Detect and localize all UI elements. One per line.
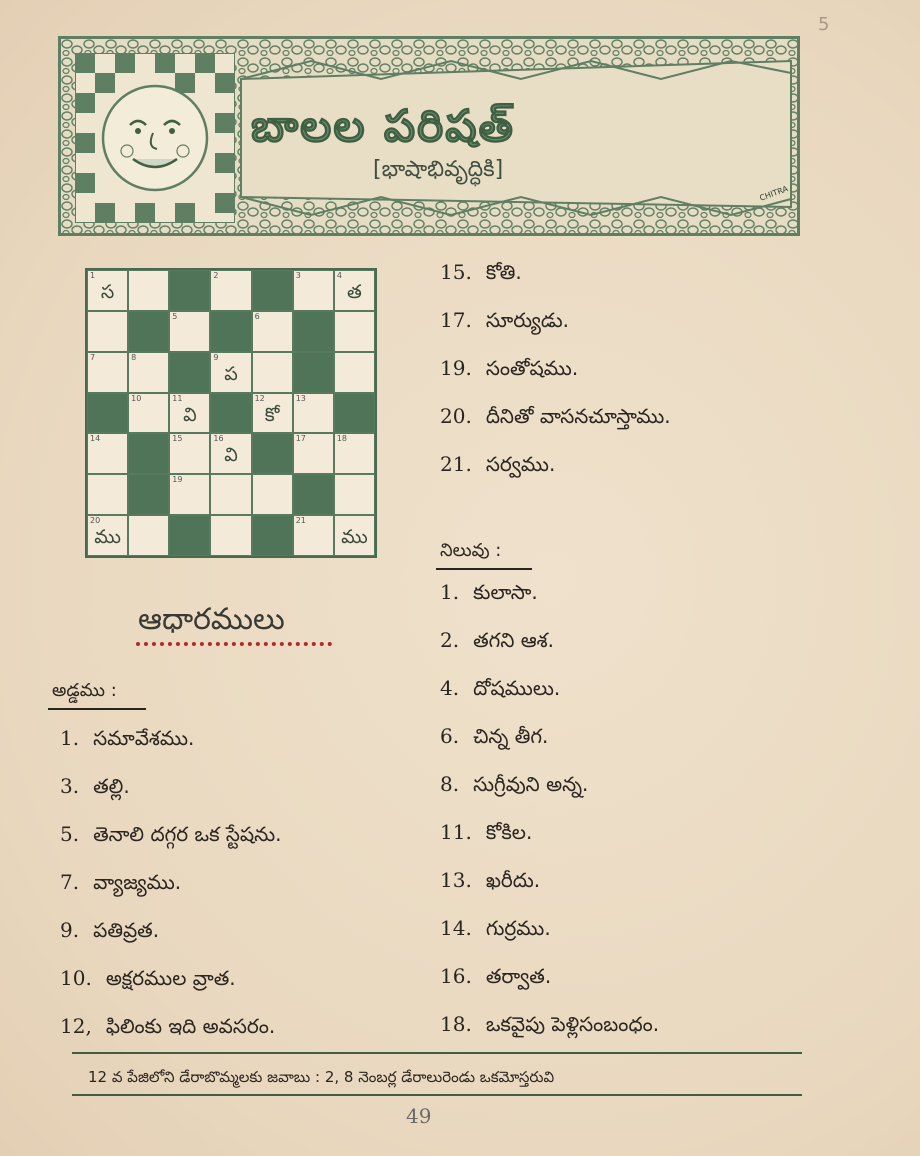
- clue-text: తగని ఆశ.: [473, 628, 555, 652]
- grid-cell[interactable]: [210, 270, 251, 311]
- clue-number: 14.: [440, 916, 472, 940]
- artist-signature: CHITRA: [758, 184, 790, 203]
- clue-number: 4.: [440, 676, 460, 700]
- clues-heading: ఆధారములు: [138, 602, 285, 637]
- grid-cell[interactable]: [128, 352, 169, 393]
- grid-cell-black: [293, 352, 334, 393]
- grid-cell[interactable]: [169, 393, 210, 434]
- clue-number: 16.: [440, 964, 472, 988]
- grid-cell[interactable]: [87, 474, 128, 515]
- cell-number: 5: [172, 311, 178, 321]
- clue-number: 13.: [440, 868, 472, 892]
- cell-letter: వి: [224, 444, 238, 467]
- grid-cell-black: [334, 393, 375, 434]
- heading-underline: [136, 636, 332, 646]
- clue-number: 17.: [440, 308, 472, 332]
- cell-number: 18: [336, 434, 348, 444]
- clue-item: [440, 868, 540, 897]
- clue-number: 15.: [440, 260, 472, 284]
- cell-number: 1: [90, 271, 96, 280]
- cell-letter: స: [100, 281, 115, 303]
- clue-number: 2.: [440, 628, 460, 652]
- grid-cell[interactable]: [334, 270, 375, 311]
- cell-number: 21: [295, 516, 306, 526]
- clue-text: కోతి.: [485, 260, 522, 284]
- clue-item: [60, 726, 194, 755]
- grid-cell-black: [252, 433, 293, 474]
- cell-letter: వి: [183, 403, 197, 426]
- cell-number: 3: [295, 271, 301, 280]
- cell-number: 19: [172, 475, 183, 485]
- grid-cell[interactable]: [334, 433, 375, 474]
- clue-text: ఖరీదు.: [485, 868, 541, 892]
- cell-number: 17: [295, 434, 306, 444]
- grid-cell[interactable]: [169, 474, 210, 515]
- clue-item: [440, 772, 588, 801]
- grid-cell-black: [128, 433, 169, 474]
- crossword-grid: [85, 268, 377, 558]
- clue-item: [440, 628, 554, 657]
- cell-number: 10: [131, 393, 142, 403]
- grid-cell[interactable]: [334, 352, 375, 393]
- grid-cell[interactable]: [293, 270, 334, 311]
- footer-rule-top: [72, 1052, 802, 1054]
- clue-number: 12,: [60, 1014, 92, 1038]
- grid-cell[interactable]: [334, 515, 375, 556]
- grid-cell[interactable]: [293, 393, 334, 434]
- clue-text: చిన్న తీగ.: [473, 724, 549, 748]
- grid-cell[interactable]: [252, 352, 293, 393]
- clue-number: 18.: [440, 1012, 472, 1036]
- grid-cell[interactable]: [87, 433, 128, 474]
- grid-cell-black: [210, 393, 251, 434]
- banner-title: బాలల పరిషత్: [251, 101, 515, 152]
- clue-item: [440, 308, 569, 337]
- grid-cell[interactable]: [87, 270, 128, 311]
- cell-number: 14: [90, 434, 101, 444]
- grid-cell[interactable]: [334, 311, 375, 352]
- grid-cell[interactable]: [169, 311, 210, 352]
- clue-text: గుర్రము.: [485, 916, 551, 940]
- clue-number: 7.: [60, 870, 80, 894]
- clue-text: సర్వము.: [485, 452, 556, 476]
- grid-cell[interactable]: [210, 433, 251, 474]
- clue-text: దోషములు.: [473, 676, 561, 700]
- clue-item: [440, 452, 555, 481]
- clue-number: 19.: [440, 356, 472, 380]
- grid-cell-black: [252, 515, 293, 556]
- clue-item: [60, 822, 281, 851]
- cell-number: 4: [336, 271, 342, 280]
- clue-item: [440, 724, 548, 753]
- clue-text: అక్షరముల వ్రాత.: [105, 966, 236, 990]
- clue-number: 11.: [440, 820, 472, 844]
- clue-text: దీనితో వాసనచూస్తాము.: [485, 404, 671, 428]
- grid-cell[interactable]: [128, 515, 169, 556]
- cell-number: 8: [131, 352, 137, 362]
- grid-cell[interactable]: [252, 474, 293, 515]
- clue-item: [60, 1014, 275, 1043]
- footer-answer-note: 12 వ పేజిలోని డేరాబొమ్మలకు జవాబు : 2, 8 నెంబర్ల డేరాలురెండు ఒకమోస్తరువి: [88, 1068, 555, 1086]
- grid-cell[interactable]: [252, 393, 293, 434]
- clue-text: ఫిలింకు ఇది అవసరం.: [105, 1014, 276, 1038]
- clue-text: తర్వాత.: [485, 964, 552, 988]
- grid-cell-black: [210, 311, 251, 352]
- clue-item: [60, 870, 181, 899]
- clue-item: [440, 580, 538, 609]
- grid-cell-black: [128, 311, 169, 352]
- grid-cell[interactable]: [87, 515, 128, 556]
- cell-number: 12: [254, 393, 265, 403]
- clue-text: సమావేశము.: [93, 726, 195, 750]
- clue-number: 1.: [60, 726, 80, 750]
- across-underline: [48, 708, 146, 710]
- clue-text: సుగ్రీవుని అన్న.: [473, 772, 589, 796]
- clue-item: [440, 356, 578, 385]
- clue-number: 20.: [440, 404, 472, 428]
- grid-cell-black: [293, 474, 334, 515]
- grid-cell-black: [169, 352, 210, 393]
- clue-item: [60, 774, 130, 803]
- banner-subtitle: [భాషాభివృద్ధికి]: [373, 157, 504, 182]
- clue-item: [440, 1012, 659, 1041]
- clue-text: వ్యాజ్యము.: [93, 870, 182, 894]
- clue-item: [440, 404, 671, 433]
- clue-number: 5.: [60, 822, 80, 846]
- cell-number: 2: [213, 271, 219, 280]
- cell-number: 13: [295, 393, 306, 403]
- clue-text: కోకిల.: [485, 820, 533, 844]
- clue-number: 3.: [60, 774, 80, 798]
- cell-number: 9: [213, 352, 219, 362]
- cell-number: 16: [213, 434, 224, 444]
- clue-number: 1.: [440, 580, 460, 604]
- grid-cell[interactable]: [87, 352, 128, 393]
- grid-cell[interactable]: [210, 474, 251, 515]
- cell-number: 7: [90, 352, 96, 362]
- clue-text: తెనాలి దగ్గర ఒక స్టేషను.: [93, 822, 282, 846]
- clue-text: ఒకవైపు పెళ్లిసంబంధం.: [485, 1012, 660, 1036]
- clue-item: [440, 916, 551, 945]
- grid-cell[interactable]: [252, 311, 293, 352]
- grid-cell-black: [169, 270, 210, 311]
- cell-letter: కో: [264, 403, 280, 426]
- clue-item: [440, 260, 522, 289]
- header-banner: [58, 36, 800, 236]
- clue-number: 6.: [440, 724, 460, 748]
- clue-text: పతివ్రత.: [93, 918, 160, 942]
- clue-number: 8.: [440, 772, 460, 796]
- clue-number: 21.: [440, 452, 472, 476]
- cell-number: 20: [90, 516, 101, 526]
- grid-cell-black: [87, 393, 128, 434]
- cell-letter: ము: [94, 526, 121, 549]
- cell-letter: ప: [224, 362, 238, 385]
- clue-item: [440, 676, 560, 705]
- corner-mark: 5: [818, 14, 830, 35]
- grid-cell[interactable]: [128, 270, 169, 311]
- grid-cell-black: [293, 311, 334, 352]
- grid-cell[interactable]: [169, 433, 210, 474]
- across-title: అడ్డము :: [52, 680, 117, 701]
- clue-item: [440, 964, 551, 993]
- footer-rule-bottom: [72, 1094, 802, 1096]
- grid-cell[interactable]: [210, 352, 251, 393]
- clue-text: కులాసా.: [473, 580, 538, 604]
- grid-cell[interactable]: [293, 433, 334, 474]
- grid-cell[interactable]: [210, 515, 251, 556]
- cell-number: 6: [254, 311, 260, 321]
- grid-cell[interactable]: [128, 393, 169, 434]
- sun-face-icon: [75, 53, 235, 223]
- clue-text: సంతోషము.: [485, 356, 579, 380]
- down-title: నిలువు :: [440, 540, 502, 561]
- clue-item: [60, 918, 159, 947]
- grid-cell-black: [169, 515, 210, 556]
- clue-item: [440, 820, 532, 849]
- cell-letter: త: [347, 281, 362, 303]
- cell-number: 15: [172, 434, 183, 444]
- page-number: 49: [406, 1104, 432, 1128]
- clue-item: [60, 966, 236, 995]
- cell-number: 11: [172, 393, 183, 403]
- grid-cell-black: [252, 270, 293, 311]
- grid-cell[interactable]: [334, 474, 375, 515]
- down-underline: [436, 568, 532, 570]
- grid-cell[interactable]: [293, 515, 334, 556]
- grid-cell-black: [128, 474, 169, 515]
- cell-letter: ము: [341, 526, 368, 549]
- clue-text: సూర్యుడు.: [485, 308, 570, 332]
- clue-number: 10.: [60, 966, 92, 990]
- grid-cell[interactable]: [87, 311, 128, 352]
- clue-number: 9.: [60, 918, 80, 942]
- clue-text: తల్లి.: [93, 774, 130, 798]
